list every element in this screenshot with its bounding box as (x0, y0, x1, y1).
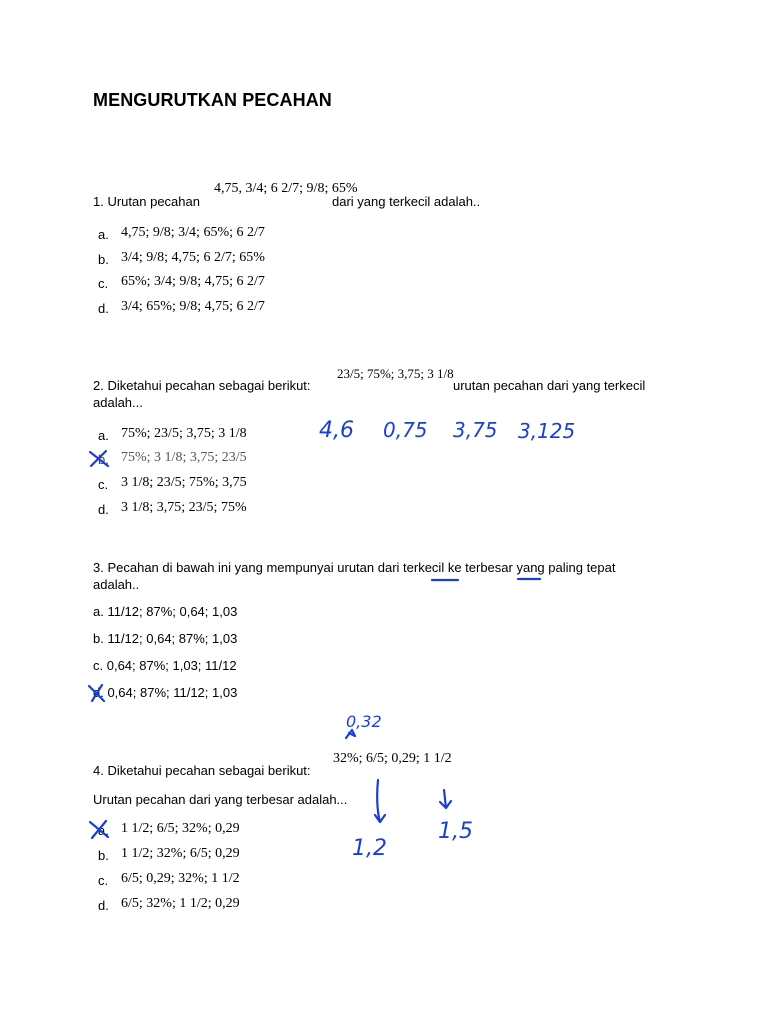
q2-option-c-letter[interactable]: c. (98, 477, 109, 492)
q3-option-d[interactable]: d. 0,64; 87%; 11/12; 1,03 (93, 685, 238, 700)
q2-option-c[interactable]: 3 1/8; 23/5; 75%; 3,75 (121, 475, 247, 490)
q4-option-d[interactable]: 6/5; 32%; 1 1/2; 0,29 (121, 896, 240, 911)
q3-option-a[interactable]: a. 11/12; 87%; 0,64; 1,03 (93, 604, 238, 619)
q2-suffix: urutan pecahan dari yang terkecil (453, 378, 646, 393)
q2-option-a-letter[interactable]: a. (98, 428, 109, 443)
arrow-to-032 (346, 730, 355, 738)
q1-option-a[interactable]: 4,75; 9/8; 3/4; 65%; 6 2/7 (121, 225, 265, 240)
arrow-to-15 (440, 790, 451, 808)
q1-option-d[interactable]: 3/4; 65%; 9/8; 4,75; 6 2/7 (121, 299, 265, 314)
q1-suffix: dari yang terkecil adalah.. (332, 194, 481, 209)
q4-option-c[interactable]: 6/5; 0,29; 32%; 1 1/2 (121, 871, 240, 886)
q2-option-d[interactable]: 3 1/8; 3,75; 23/5; 75% (121, 500, 247, 515)
q4-option-b-letter[interactable]: b. (98, 848, 109, 863)
q1-option-b-letter[interactable]: b. (98, 252, 109, 267)
q3-line2: adalah.. (93, 577, 140, 592)
hw-q4-value-12: 1,2 (352, 836, 387, 861)
q4-expression: 32%; 6/5; 0,29; 1 1/2 (333, 751, 452, 766)
q4-option-a[interactable]: 1 1/2; 6/5; 32%; 0,29 (121, 821, 240, 836)
q1-option-b[interactable]: 3/4; 9/8; 4,75; 6 2/7; 65% (121, 250, 265, 265)
q1-expression: 4,75, 3/4; 6 2/7; 9/8; 65% (214, 181, 358, 196)
page-title: MENGURUTKAN PECAHAN (93, 90, 332, 110)
hw-q2-value-2: 0,75 (383, 418, 428, 442)
hw-q2-value-3: 3,75 (453, 418, 498, 442)
q4-line2: Urutan pecahan dari yang terbesar adalah... (93, 792, 348, 807)
q2-option-b-letter[interactable]: b. (98, 452, 109, 467)
q3-option-b[interactable]: b. 11/12; 0,64; 87%; 1,03 (93, 631, 238, 646)
q1-option-d-letter[interactable]: d. (98, 301, 109, 316)
q1-option-c-letter[interactable]: c. (98, 276, 109, 291)
q1-prefix: 1. Urutan pecahan (93, 194, 200, 209)
q2-expression: 23/5; 75%; 3,75; 3 1/8 (337, 366, 454, 381)
q1-option-c[interactable]: 65%; 3/4; 9/8; 4,75; 6 2/7 (121, 274, 265, 289)
hw-q4-value-032: 0,32 (346, 712, 382, 731)
q4-option-d-letter[interactable]: d. (98, 898, 109, 913)
q3-option-c[interactable]: c. 0,64; 87%; 1,03; 11/12 (93, 658, 237, 673)
q4-option-c-letter[interactable]: c. (98, 873, 109, 888)
hw-q2-value-1: 4,6 (319, 418, 354, 443)
q4-prefix: 4. Diketahui pecahan sebagai berikut: (93, 763, 311, 778)
q2-option-a[interactable]: 75%; 23/5; 3,75; 3 1/8 (121, 426, 247, 441)
q1-option-a-letter[interactable]: a. (98, 227, 109, 242)
q2-option-b[interactable]: 75%; 3 1/8; 3,75; 23/5 (121, 450, 247, 465)
q2-option-d-letter[interactable]: d. (98, 502, 109, 517)
arrow-to-12 (375, 780, 385, 822)
q2-prefix: 2. Diketahui pecahan sebagai berikut: (93, 378, 311, 393)
q3-line1: 3. Pecahan di bawah ini yang mempunyai urutan dari terkecil ke terbesar yang paling tepat (93, 560, 616, 575)
hw-q4-value-15: 1,5 (438, 819, 473, 844)
hw-q2-value-4: 3,125 (518, 419, 576, 443)
q4-option-b[interactable]: 1 1/2; 32%; 6/5; 0,29 (121, 846, 240, 861)
q4-option-a-letter[interactable]: a. (98, 823, 109, 838)
q2-line2: adalah... (93, 395, 143, 410)
